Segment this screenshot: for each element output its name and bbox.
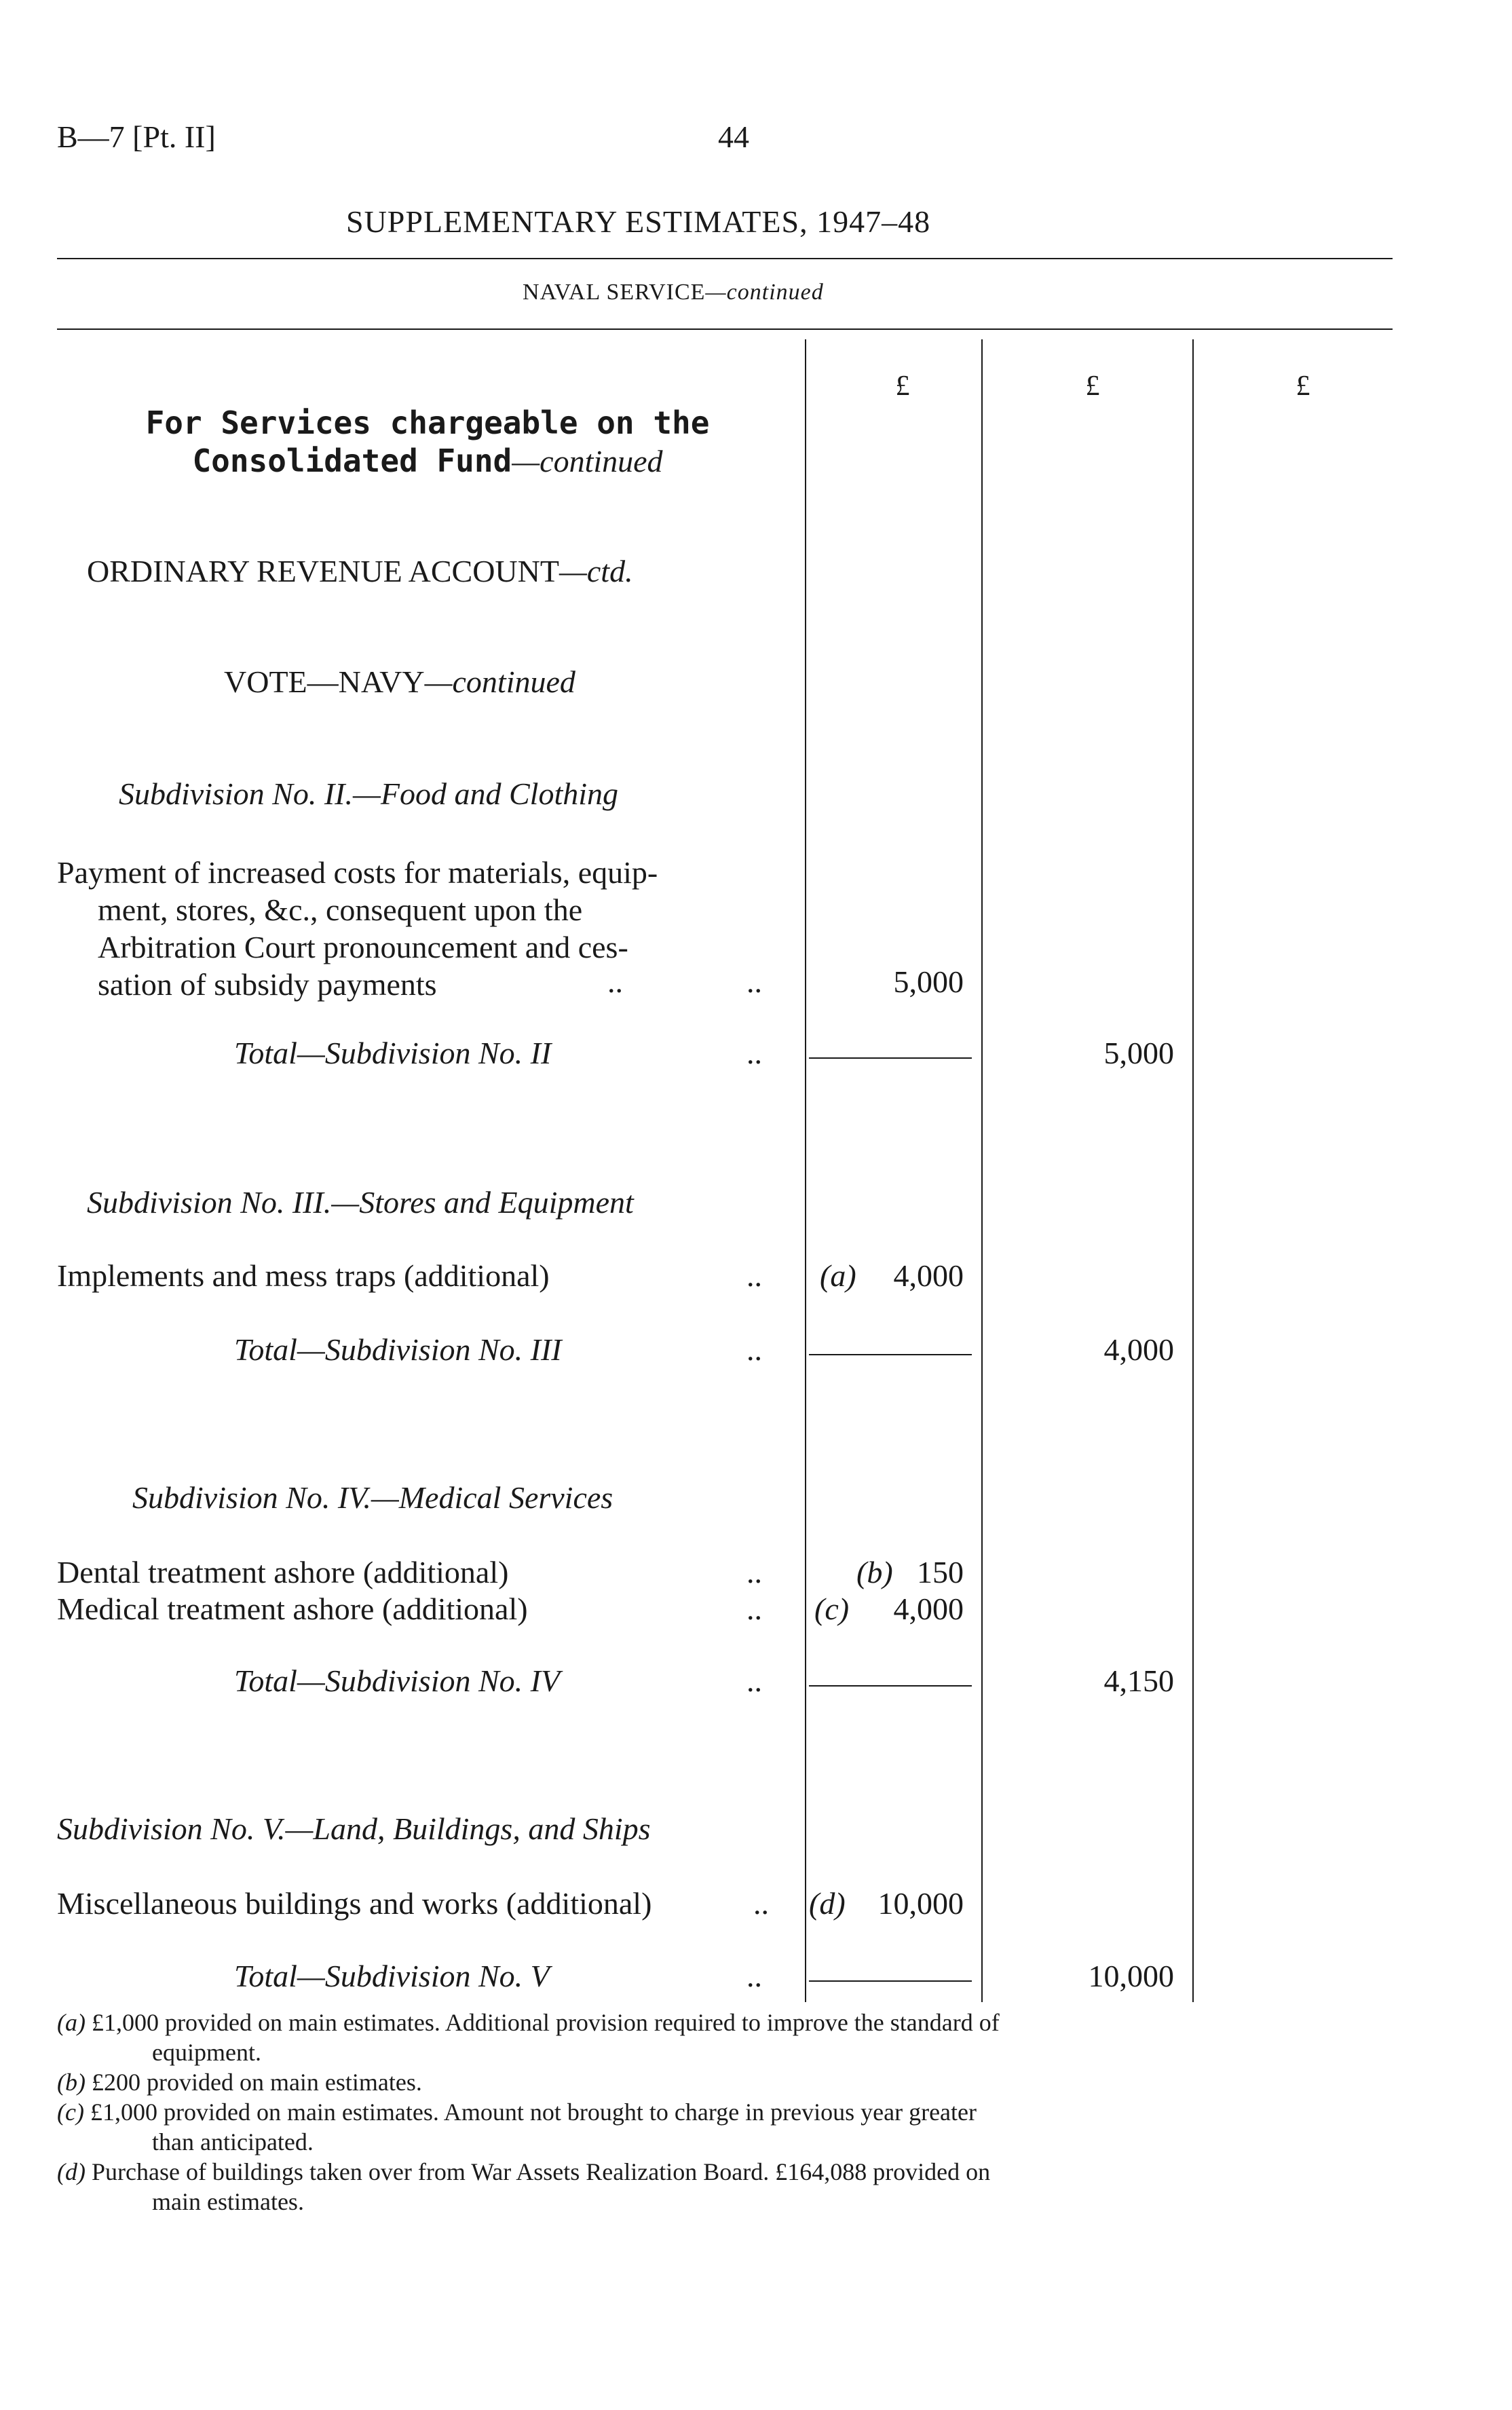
footnote-reference: (d): [809, 1886, 846, 1921]
leader-dots: ..: [746, 1332, 762, 1367]
line-item-description: Medical treatment ashore (additional): [57, 1592, 528, 1626]
footnote: (b) £200 provided on main estimates.: [57, 2069, 422, 2096]
document-reference: B—7 [Pt. II]: [57, 119, 216, 154]
total-rule: [809, 1057, 972, 1059]
currency-header-1: £: [895, 371, 910, 402]
footnote-reference: (c): [814, 1592, 850, 1626]
total-rule: [809, 1980, 972, 1982]
section-heading: NAVAL SERVICE—continued: [523, 280, 824, 305]
total-rule: [809, 1354, 972, 1355]
leader-dots: ..: [746, 1036, 762, 1070]
subdivision-total-label: Total—Subdivision No. IV: [234, 1663, 561, 1698]
line-item-description: Implements and mess traps (additional): [57, 1258, 550, 1293]
subdivision-heading: Subdivision No. II.—Food and Clothing: [119, 776, 618, 811]
leader-dots: ..: [746, 964, 762, 999]
column-divider-2: [981, 339, 983, 2002]
vote-heading: VOTE—NAVY—continued: [224, 664, 575, 699]
title-rule: [57, 258, 1393, 259]
currency-header-2: £: [1085, 371, 1100, 402]
line-item-description: Miscellaneous buildings and works (additional): [57, 1886, 652, 1921]
line-item-amount: 5,000: [893, 964, 964, 999]
section-rule: [57, 328, 1393, 330]
footnote-reference: (b): [856, 1555, 893, 1589]
leader-dots: ..: [746, 1959, 762, 1993]
leader-dots: ..: [753, 1886, 769, 1921]
leader-dots: ..: [746, 1663, 762, 1698]
line-item-amount: 4,000: [893, 1258, 964, 1293]
line-item-amount: 150: [917, 1555, 964, 1589]
subdivision-total: 4,000: [1103, 1332, 1174, 1367]
subdivision-total: 4,150: [1103, 1663, 1174, 1698]
leader-dots: ..: [746, 1592, 762, 1626]
leader-dots: ..: [746, 1258, 762, 1293]
footnote: (a) £1,000 provided on main estimates. Additional provision required to improve the standard of equipment.: [57, 2009, 1000, 2066]
fund-heading: For Services chargeable on the Consolidated Fund—continued: [145, 404, 710, 479]
line-item-amount: 4,000: [893, 1592, 964, 1626]
line-item-description: Payment of increased costs for materials, equip- ment, stores, &c., consequent upon the Arbitration Court pronouncement and ces- sation of subsidy payments: [57, 855, 658, 1002]
subdivision-heading: Subdivision No. V.—Land, Buildings, and Ships: [57, 1811, 651, 1846]
subdivision-heading: Subdivision No. IV.—Medical Services: [132, 1480, 613, 1515]
page-number: 44: [718, 119, 749, 154]
total-rule: [809, 1685, 972, 1687]
subdivision-total-label: Total—Subdivision No. III: [234, 1332, 562, 1367]
footnote: (d) Purchase of buildings taken over from War Assets Realization Board. £164,088 provided on main estimates.: [57, 2158, 991, 2215]
subdivision-total: 5,000: [1103, 1036, 1174, 1070]
page-title: SUPPLEMENTARY ESTIMATES, 1947–48: [346, 204, 931, 239]
subdivision-total-label: Total—Subdivision No. V: [234, 1959, 550, 1993]
currency-header-3: £: [1296, 371, 1310, 402]
subdivision-total-label: Total—Subdivision No. II: [234, 1036, 552, 1070]
column-divider-1: [805, 339, 806, 2002]
subdivision-heading: Subdivision No. III.—Stores and Equipment: [87, 1185, 634, 1220]
footnote: (c) £1,000 provided on main estimates. Amount not brought to charge in previous year greater than anticipated.: [57, 2098, 977, 2155]
leader-dots: ..: [746, 1555, 762, 1589]
footnote-reference: (a): [820, 1258, 856, 1293]
subdivision-total: 10,000: [1088, 1959, 1174, 1993]
line-item-amount: 10,000: [877, 1886, 964, 1921]
column-divider-3: [1192, 339, 1194, 2002]
line-item-description: Dental treatment ashore (additional): [57, 1555, 509, 1589]
account-heading: ORDINARY REVENUE ACCOUNT—ctd.: [87, 554, 633, 588]
leader-dots: ..: [607, 964, 623, 999]
